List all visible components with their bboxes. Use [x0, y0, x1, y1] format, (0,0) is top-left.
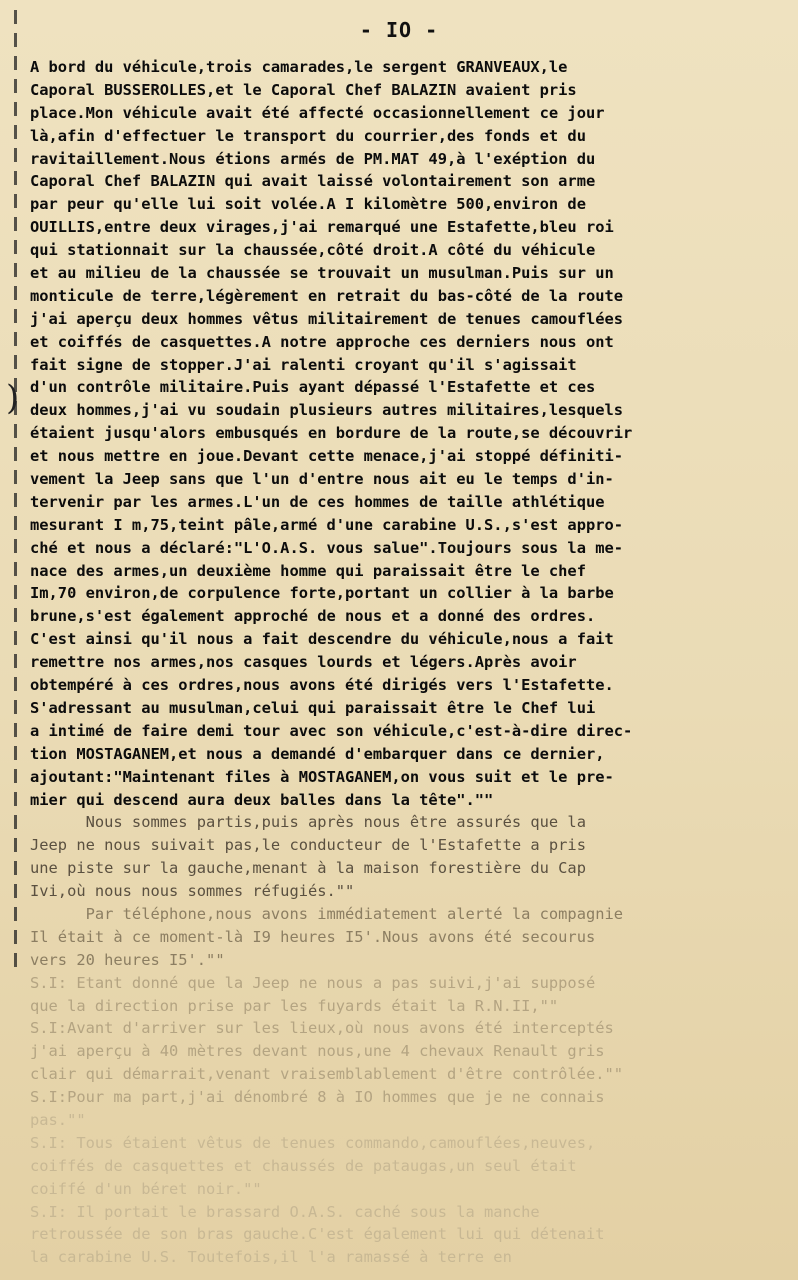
text-line: brune,s'est également approché de nous et a donné des ordres. [30, 607, 596, 626]
text-line: S.I:Pour ma part,j'ai dénombré 8 à IO hommes que je ne connais [30, 1088, 605, 1107]
text-line: Nous sommes partis,puis après nous être assurés que la [30, 813, 586, 832]
text-line: mier qui descend aura deux balles dans la tête"."" [30, 790, 494, 809]
text-line: S.I: Il portait le brassard O.A.S. caché sous la manche [30, 1202, 540, 1221]
text-line: clair qui démarrait,venant vraisemblablement d'être contrôlée."" [30, 1065, 624, 1084]
text-line: j'ai aperçu deux hommes vêtus militairement de tenues camouflées [30, 309, 624, 328]
text-line: Ivi,où nous nous sommes réfugiés."" [30, 882, 355, 901]
text-line: Caporal BUSSEROLLES,et le Caporal Chef BALAZIN avaient pris [30, 80, 577, 99]
text-line: coiffé d'un béret noir."" [30, 1179, 262, 1198]
margin-ruling [14, 10, 22, 970]
text-line: ché et nous a déclaré:"L'O.A.S. vous salue".Toujours sous la me- [30, 538, 624, 557]
text-line: pas."" [30, 1110, 86, 1129]
text-line: S.I: Etant donné que la Jeep ne nous a pas suivi,j'ai supposé [30, 973, 596, 992]
text-line: là,afin d'effectuer le transport du courrier,des fonds et du [30, 126, 586, 145]
text-line: et nous mettre en joue.Devant cette menace,j'ai stoppé définiti- [30, 447, 624, 466]
text-line: deux hommes,j'ai vu soudain plusieurs autres militaires,lesquels [30, 401, 624, 420]
text-line: mesurant I m,75,teint pâle,armé d'une carabine U.S.,s'est appro- [30, 515, 624, 534]
text-line: S'adressant au musulman,celui qui paraissait être le Chef lui [30, 698, 596, 717]
typed-body-text [30, 56, 794, 1269]
text-line: ravitaillement.Nous étions armés de PM.MAT 49,à l'exéption du [30, 149, 596, 168]
margin-bracket-mark: ) [6, 378, 20, 418]
text-line: par peur qu'elle lui soit volée.A I kilomètre 500,environ de [30, 195, 586, 214]
text-line: A bord du véhicule,trois camarades,le sergent GRANVEAUX,le [30, 58, 568, 76]
text-line: obtempéré à ces ordres,nous avons été dirigés vers l'Estafette. [30, 676, 614, 695]
text-line: une piste sur la gauche,menant à la maison forestière du Cap [30, 859, 586, 878]
text-line: Im,70 environ,de corpulence forte,portant un collier à la barbe [30, 584, 614, 603]
text-line: monticule de terre,légèrement en retrait du bas-côté de la route [30, 286, 624, 305]
text-line: Jeep ne nous suivait pas,le conducteur de l'Estafette a pris [30, 836, 586, 855]
text-line: retroussée de son bras gauche.C'est également lui qui détenait [30, 1225, 605, 1244]
text-line: que la direction prise par les fuyards était la R.N.II,"" [30, 996, 559, 1015]
text-line: et au milieu de la chaussée se trouvait un musulman.Puis sur un [30, 264, 614, 283]
text-line: OUILLIS,entre deux virages,j'ai remarqué une Estafette,bleu roi [30, 218, 614, 237]
text-line: C'est ainsi qu'il nous a fait descendre du véhicule,nous a fait [30, 630, 614, 649]
text-line: vement la Jeep sans que l'un d'entre nous ait eu le temps d'in- [30, 470, 614, 489]
text-line: a intimé de faire demi tour avec son véhicule,c'est-à-dire direc- [30, 721, 633, 740]
text-line: Il était à ce moment-là I9 heures I5'.Nous avons été secourus [30, 927, 596, 946]
text-line: tion MOSTAGANEM,et nous a demandé d'embarquer dans ce dernier, [30, 744, 605, 763]
text-line: S.I: Tous étaient vêtus de tenues commando,camouflées,neuves, [30, 1133, 596, 1152]
text-line: place.Mon véhicule avait été affecté occasionnellement ce jour [30, 103, 605, 122]
text-line: remettre nos armes,nos casques lourds et légers.Après avoir [30, 653, 577, 672]
text-line: qui stationnait sur la chaussée,côté droit.A côté du véhicule [30, 241, 596, 260]
text-line: et coiffés de casquettes.A notre approche ces derniers nous ont [30, 332, 614, 351]
text-line: fait signe de stopper.J'ai ralenti croyant qu'il s'agissait [30, 355, 577, 374]
text-line: nace des armes,un deuxième homme qui paraissait être le chef [30, 561, 586, 580]
text-line: la carabine U.S. Toutefois,il l'a ramassé à terre en [30, 1248, 512, 1267]
text-line: ajoutant:"Maintenant files à MOSTAGANEM,on vous suit et le pre- [30, 767, 614, 786]
text-line: Par téléphone,nous avons immédiatement alerté la compagnie [30, 904, 624, 923]
text-line: tervenir par les armes.L'un de ces hommes de taille athlétique [30, 492, 605, 511]
text-line: coiffés de casquettes et chaussés de pataugas,un seul était [30, 1156, 577, 1175]
text-line: Caporal Chef BALAZIN qui avait laissé volontairement son arme [30, 172, 596, 191]
page-number: - IO - [359, 18, 439, 42]
text-line: vers 20 heures I5'."" [30, 950, 225, 969]
text-line: d'un contrôle militaire.Puis ayant dépassé l'Estafette et ces [30, 378, 596, 397]
text-line: S.I:Avant d'arriver sur les lieux,où nous avons été interceptés [30, 1019, 614, 1038]
text-line: étaient jusqu'alors embusqués en bordure de la route,se découvrir [30, 424, 633, 443]
text-line: j'ai aperçu à 40 mètres devant nous,une 4 chevaux Renault gris [30, 1042, 605, 1061]
